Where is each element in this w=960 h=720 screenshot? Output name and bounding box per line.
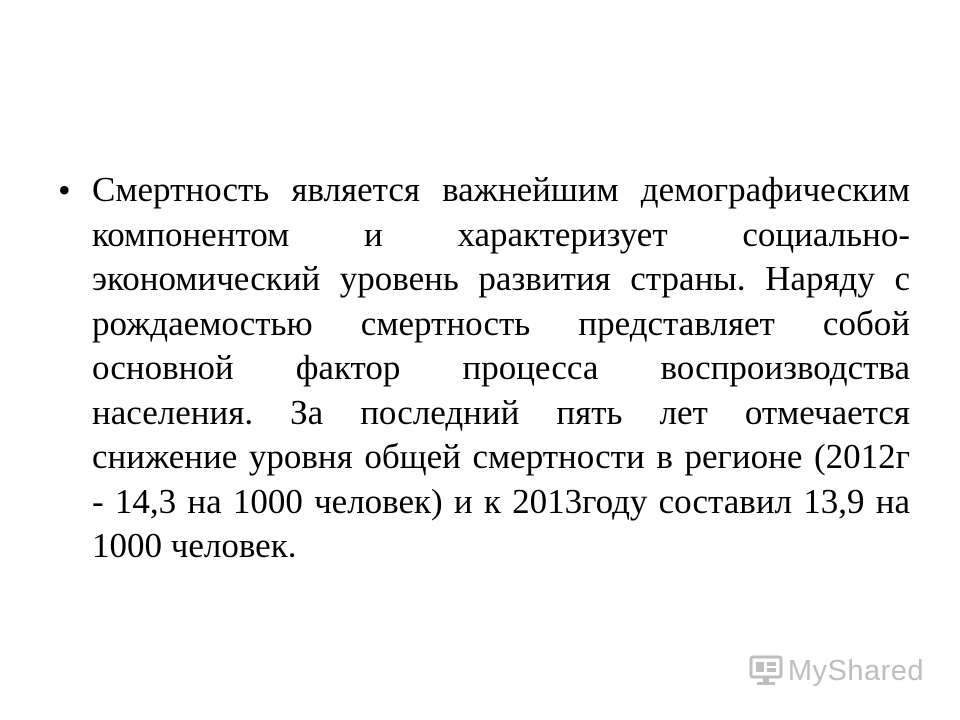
bullet-marker: • [58, 170, 71, 210]
watermark-text: MyShared [787, 654, 924, 687]
bullet-paragraph: Смертность является важнейшим демографическим компонентом и характеризует социально-экономический уровень развития страны. Наряду с рождаемостью смертность представляет собой основной фактор процесса воспроизводства населения. За последний пять лет отмечается снижение уровня общей смертности в регионе (2012г - 14,3 на 1000 человек) и к 2013году составил 13,9 на 1000 человек. [92, 170, 910, 565]
computer-monitor-icon [748, 654, 784, 688]
watermark [748, 654, 924, 688]
bullet-item [58, 168, 910, 569]
